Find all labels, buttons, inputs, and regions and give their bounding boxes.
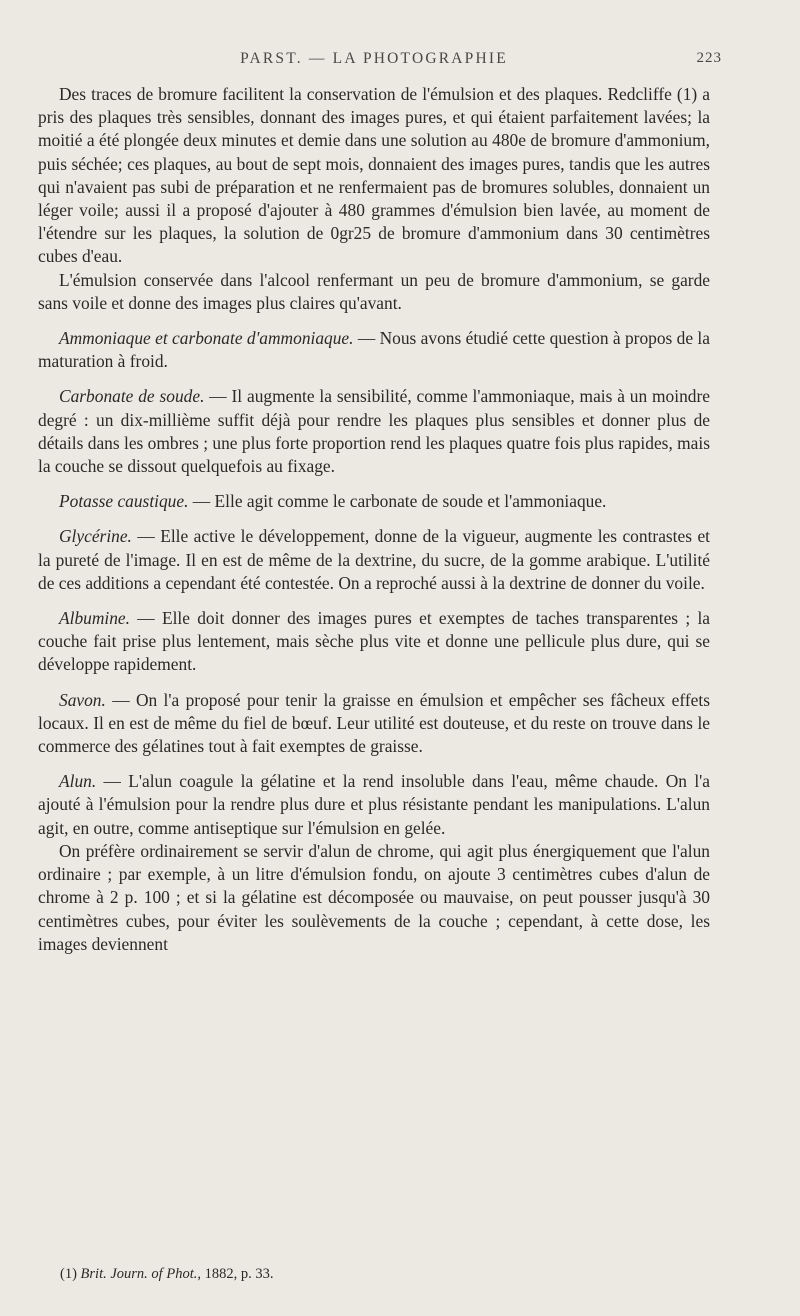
paragraph-alcool <box>38 269 710 315</box>
footnote-marker: (1) <box>60 1266 77 1282</box>
footnote <box>60 1265 273 1283</box>
paragraph-text: — Il augmente la sensibilité, comme l'ammoniaque, mais à un moindre degré : un dix-millième suffit déjà pour rendre les plaques plus sensibles et donner plus de détails dans les ombres ; une plus forte proportion rend les plaques quatre fois plus rapides, mais la couche se dissout quelquefois au fixage. <box>38 386 710 477</box>
footnote-source: Brit. Journ. of Phot., <box>80 1266 201 1282</box>
paragraph-alun <box>38 770 710 840</box>
body-text <box>38 83 710 956</box>
paragraph-lead: Glycérine. <box>59 526 132 547</box>
paragraph-text: On préfère ordinairement se servir d'alun de chrome, qui agit plus énergiquement que l'alun ordinaire ; par exemple, à un litre d'émulsion fondu, on ajoute 3 centimètres cubes d'alun de chrome à 2 p. 100 ; et si la gélatine est décomposée ou mauvaise, on peut pousser jusqu'à 30 centimètres cubes, pour éviter les soulèvements de la couche ; cependant, à cette dose, les images deviennent <box>38 840 710 954</box>
paragraph-lead: Ammoniaque et carbonate d'ammoniaque. <box>59 328 354 349</box>
paragraph-text: — Elle agit comme le carbonate de soude et l'ammoniaque. <box>188 491 607 512</box>
paragraph-text: — L'alun coagule la gélatine et la rend insoluble dans l'eau, même chaude. On l'a ajouté à l'émulsion pour la rendre plus dure et plus résistante pendant les manipulations. L'alun agit, en outre, comme antiseptique sur l'émulsion en gelée. <box>38 771 710 838</box>
paragraph-alun-chrome <box>38 840 710 956</box>
running-header <box>38 50 722 74</box>
paragraph-lead: Alun. <box>59 771 97 792</box>
paragraph-glycerine <box>38 525 710 595</box>
running-title: PARST. — LA PHOTOGRAPHIE <box>240 50 508 67</box>
paragraph-lead: Albumine. <box>59 608 130 629</box>
paragraph-albumine <box>38 607 710 677</box>
page-number: 223 <box>696 50 722 66</box>
paragraph-savon <box>38 689 710 759</box>
footnote-details: 1882, p. 33. <box>200 1266 274 1282</box>
paragraph-potasse <box>38 490 710 513</box>
paragraph-lead: Potasse caustique. <box>59 491 189 512</box>
paragraph-lead: Carbonate de soude. <box>59 386 205 407</box>
paragraph-text: — Elle doit donner des images pures et exemptes de taches transparentes ; la couche fait prise plus lentement, mais sèche plus vite et donne une pellicule plus dure, qui se développe rapidement. <box>38 608 710 675</box>
paragraph-text: Des traces de bromure facilitent la conservation de l'émulsion et des plaques. Redcliffe (1) a pris des plaques très sensibles, donnant des images pures, et qui étaient parfaitement lavées; la moitié a été plongée deux minutes et demie dans une solution au 480e de bromure d'ammonium, puis séchée; ces plaques, au bout de sept mois, donnaient des images pures, tandis que les autres qui n'avaient pas subi de préparation et ne renfermaient pas de bromures solubles, donnaient un léger voile; aussi il a proposé d'ajouter à 480 grammes d'émulsion bien lavée, au moment de l'étendre sur les plaques, la solution de 0gr25 de bromure d'ammonium dans 30 centimètres cubes d'eau. <box>38 84 710 267</box>
paragraph-lead: Savon. <box>59 689 106 710</box>
paragraph-text: — Elle active le développement, donne de la vigueur, augmente les contrastes et la pureté de l'image. Il en est de même de la dextrine, du sucre, de la gomme arabique. L'utilité de ces additions a cependant été contestée. On a reproché aussi à la dextrine de donner du voile. <box>38 526 710 593</box>
paragraph-text: L'émulsion conservée dans l'alcool renfermant un peu de bromure d'ammonium, se garde sans voile et donne des images plus claires qu'avant. <box>38 269 710 313</box>
paragraph-text: — Nous avons étudié cette question à propos de la maturation à froid. <box>38 328 710 372</box>
paragraph-bromure <box>38 83 710 269</box>
paragraph-ammoniaque <box>38 327 710 373</box>
paragraph-carbonate-soude <box>38 385 710 478</box>
paragraph-text: — On l'a proposé pour tenir la graisse en émulsion et empêcher ses fâcheux effets locaux. Il en est de même du fiel de bœuf. Leur utilité est douteuse, et du reste on trouve dans le commerce des gélatines tout à fait exemptes de graisse. <box>38 689 710 757</box>
